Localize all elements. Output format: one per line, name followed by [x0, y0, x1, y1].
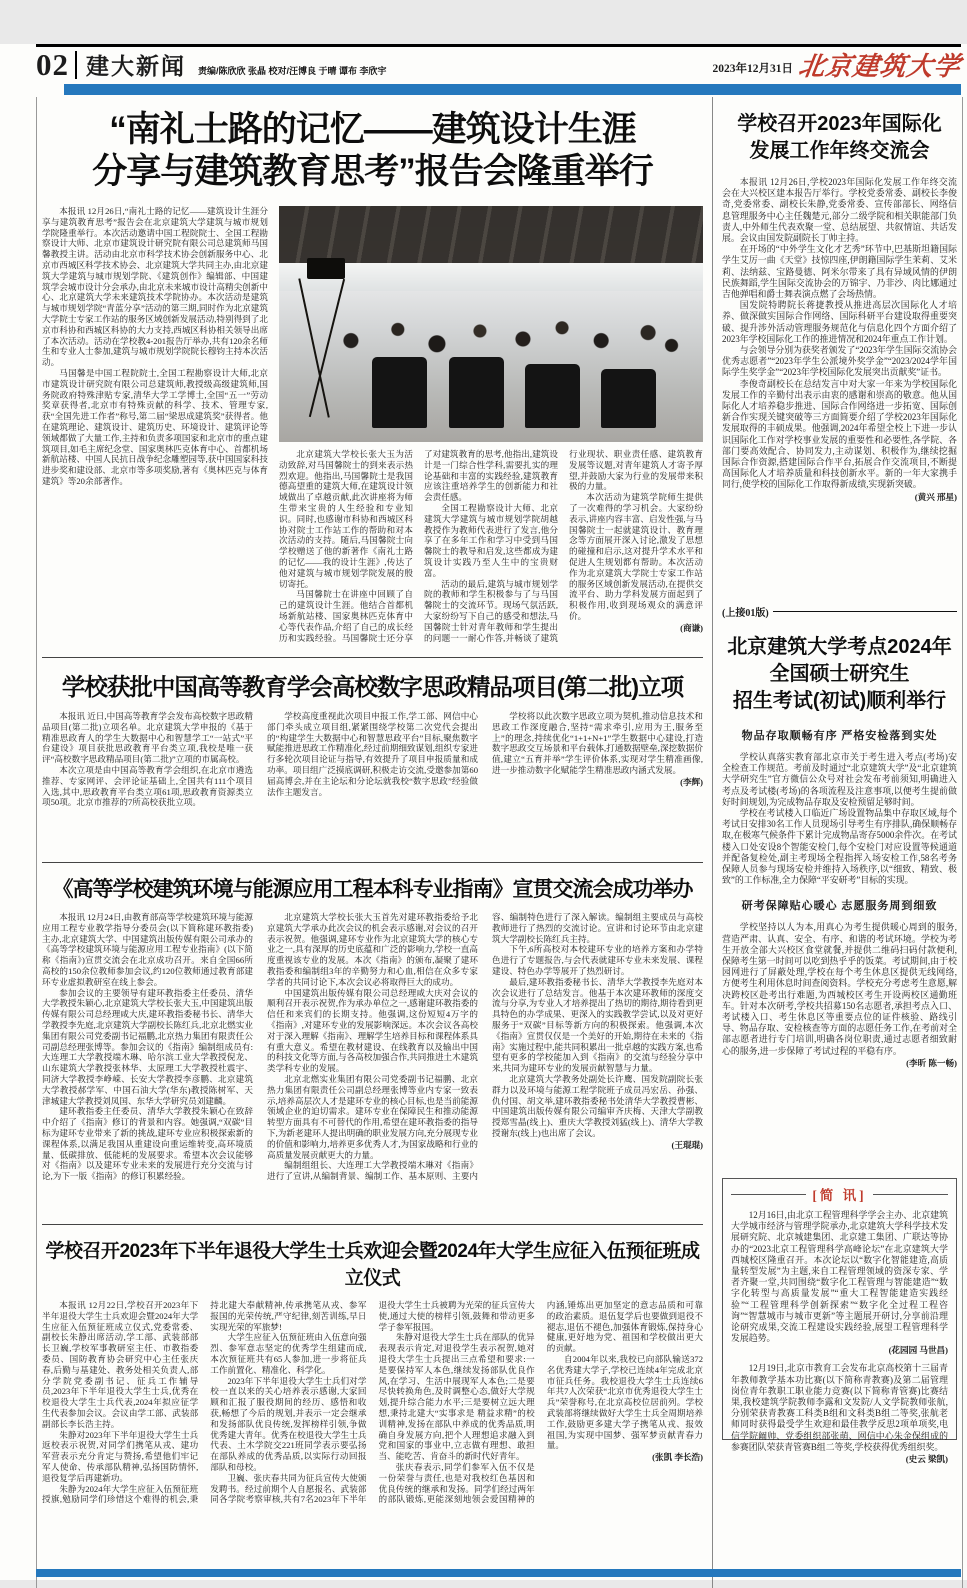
- paragraph: 本报讯 近日,中国高等教育学会发布高校数字思政精品项目(第二批)立项名单。北京建筑大学申报的《基于精准思政育人的学生大数据中心和智慧学工“一站式”平台建设》项目获批思政教育平台类立项,我校是唯一获评“高校数字思政精品项目(第二批)”立项的市属高校。: [42, 711, 253, 765]
- guide-article-columns: [42, 912, 703, 1182]
- paragraph: 朱静对退役大学生士兵在部队的优异表现表示肯定,对退役学生表示祝贺,她对退役大学生士兵提出三点希望和要求:一是要保持军人本色,继续发扬部队优良作风,在学习、生活中展现军人本色;二是要尽快转换角色,及时调整心态,做好大学规划,提升综合能力水平;三是要树立远大理想,秉持北建大“实事求是 精益求精”的校训精神,发扬在部队中养成的优秀品质,明确自身发展方向,把个人理想追求融入到党和国家的事业中,立志做有理想、敢担当、能吃苦、肯奋斗的新时代好青年。: [378, 1332, 535, 1462]
- article-nanlishi-memory: [42, 109, 703, 653]
- paragraph: 本报讯 12月26日,学校2023年国际化发展工作年终交流会在大兴校区建本报告厅举行。学校党委常委、副校长李俊奇,党委常委、副校长朱静,党委常委、宣传部部长、网络信息管理服务中心主任魏楚元,部分二级学院和相关职能部门负责人,中外师生代表欢聚一堂、总结展望、共叙情谊、共话发展。会议由国发院副院长丁帅主持。: [722, 177, 957, 244]
- newspaper-page: [0, 44, 967, 1580]
- photo-chair: [601, 369, 656, 428]
- paragraph: 朱静为2024年大学生应征入伍预征班授旗,勉励同学们珍惜这个难得的机会,秉持北建大奉献精神,传承携笔从戎、参军报国的光荣传统,严守纪律,刻苦训练,早日实现光荣的军旅梦!: [42, 1300, 367, 1505]
- article-veterans-welcome: [42, 1236, 703, 1588]
- paragraph: 与会领导分别为获奖者颁发了“2023年学生国际交流协会优秀志愿者”“2023年学生公派境外奖学金”“2023/2024学年国际学生奖学金”“2023年学校国际化发展突出贡献奖”证书。: [722, 345, 957, 378]
- continued-from-page01-note: (上接01版): [722, 600, 957, 622]
- exam-article-body-1: [722, 752, 957, 886]
- section-separator: [42, 657, 703, 658]
- exam-subhead-1: 物品存取顺畅有序 严格安检落到实处: [741, 730, 938, 742]
- digital-article-columns: [42, 711, 703, 808]
- paragraph: 北京建筑大学校长张大玉为活动致辞,对马国馨院士的到来表示热烈欢迎。他指出,马国馨院士是我国德高望重的建筑大师,在建筑设计领域做出了卓越贡献,此次讲座将为师生带来宝贵的人生经验和专业知识。同时,也感谢市科协和西城区科协对院士工作站工作的帮助和对本次活动的支持。随后,马国馨院士向学校赠送了他的新著作《南礼士路的记忆——我的设计生涯》,传达了他对建筑与城市规划学院发展的殷切寄托。: [279, 449, 413, 589]
- byline: (史云 梁凯): [905, 1454, 948, 1465]
- paragraph: 本报讯 12月26日,“南礼士路的记忆——建筑设计生涯分享与建筑教育思考”报告会在北京建筑大学建筑与城市规划学院隆重举行。本次活动邀请中国工程院院士、全国工程勘察设计大师、北京市建筑设计研究院有限公司总建筑师马国馨教授主讲。活动由北京市科学技术协会创新服务中心、北京市西城区科学技术协会、北京建筑大学共同主办,由北京建筑大学建筑与城市规划学院、《建筑创作》编辑部、中国建筑学会城市设计分会承办,由北京未来城市设计高精尖创新中心、北京建筑大学未来建筑技术学院协办。本次活动是建筑与城市规划学院“青蓝分享”活动的第三期,同时作为北京建筑大学院士专家工作站的服务区域创新发展活动,特别得到了北京市科协和西城区科协的大力支持,西城区科协相关领导出席了本次活动。活动在学校教4-201报告厅举办,共有120余名师生和专业人士参加,建筑与城市规划学院院长穆钧主持本次活动。: [42, 206, 268, 368]
- page-number: 02: [36, 47, 69, 82]
- lead-article-rest-columns: [279, 449, 703, 643]
- paragraph: 卫巍、张庆春共同为征兵宣传大使颁发聘书。经过前期个人自愿报名、武装部同各学院考察审核,共有7名2023年下半年退役大学生士兵被聘为光荣的征兵宣传大使,通过大使的榜样引领,鼓舞和带动更多学子参军报国。: [210, 1300, 535, 1505]
- lead-article-col1: [42, 206, 268, 643]
- exam-headline-line3: 招生考试(初试)顺利举行: [732, 690, 947, 712]
- paragraph: 最后,建环教指委秘书长、清华大学教授李先庭对本次会议进行了总结发言。他基于本次建环教师的深度交流与分享,为专业人才培养提出了热切的期待,期待看到更具特色的办学成果、更深入的实践教学尝试,以及对更好服务于“双碳”目标等新方向的积极探索。他强调,本次《指南》宣贯仅仅是一个美好的开始,期待在未来的《指南》实施过程中,能共同积累出一批卓越的实践方案,也希望有更多的学校能加入到《指南》的交流与经验分享中来,共同为建环专业的发展贡献智慧与力量。: [492, 976, 703, 1074]
- section-separator: [42, 1224, 703, 1225]
- digital-headline: 学校获批中国高等教育学会高校数字思政精品项目(第二批)立项: [61, 674, 684, 700]
- paragraph: 建环教指委主任委员、清华大学教授朱颖心在致辞中介绍了《指南》修订的背景和内容。她强调,“双碳”目标为建环专业带来了新的挑战,建环专业应积极探索新的课程体系,以满足我国从重建设向重运维转变,高环境质量、低碳排放、低能耗的发展要求。希望本次会议能够对《指南》以及建环专业未来的发展进行充分交流与讨论,为下一版《指南》的修订积累经验。: [42, 1106, 253, 1182]
- paragraph: 12月16日,由北京工程管理科学学会主办、北京建筑大学城市经济与管理学院承办,北京建筑大学科学技术发展研究院、北京城建集团、北京建工集团、广联达等协办的“2023北京工程管理科学高峰论坛”在北京建筑大学西城校区隆重召开。本次论坛以“数字化智能建造,高质量转型发展”为主题,来自工程管理领域的资深专家、学者齐聚一堂,共同围绕“数字化工程管理与智能建造”“数字化转型与高质量发展”“重大工程智能建造实践经验”“工程管理科学创新探索”“数字化全过程工程咨询”“智慧城市与城市更新”等主题展开研讨,分享前沿理论研究成果,交流工程建设实践经验,展望工程管理科学发展趋势。: [731, 1210, 948, 1344]
- byline: (商谦): [680, 622, 703, 633]
- lead-article-body: [42, 206, 703, 643]
- footer-blue-bar: [36, 1569, 961, 1577]
- exam-headline: [722, 634, 957, 715]
- intl-headline-line1: 学校召开2023年国际化: [737, 113, 942, 135]
- right-column: [713, 97, 962, 1588]
- byline: (张凯 李长浩): [652, 1452, 703, 1463]
- masthead: [36, 48, 961, 81]
- photo-chair: [525, 364, 580, 428]
- paragraph: 朱静对2023年下半年退役大学生士兵返校表示祝贺,对同学们携笔从戎、建功军营表示充分肯定与赞扬,希望他们牢记军人使命、传承部队精神,弘扬国防情怀,退役复学后再建新功。: [42, 1429, 199, 1483]
- paragraph: 学校高度重视此次项目申报工作,学工部、网信中心部门牵头成立项目组,紧紧围绕学校第二次党代会提出的“构建学生大数据中心和智慧思政平台”目标,聚焦数字赋能推进思政工作精准化,经过前期细致谋划,组织专家进行多轮次项目论证与指导,有效提升了项目申报质量和成功率。项目组广泛摸底调研,积极走访交流,受邀参加第60届高博会,并在主论坛和分论坛就我校“数字思政”经验做法作主题发言。: [267, 711, 478, 797]
- paragraph: 张庆春表示,同学们参军入伍不仅是一份荣誉与责任,也是对我校红色基因和优良传统的继承和发扬。同学们经过两年的部队锻炼,更能深刻地领会爱国精神的内涵,锤炼出更加坚定的意志品质和可靠的政治素质。退伍复学后也要做到退役不褪志,退伍不褪色,加强体育锻炼,保持身心健康,更好地为党、祖国和学校做出更大的贡献。: [378, 1300, 703, 1505]
- briefs-box: [722, 1178, 957, 1465]
- photo-chair: [449, 357, 504, 428]
- briefs-title: [731, 1184, 948, 1204]
- paragraph: 学校认真落实教育部北京市关于考生进入考点(考场)安全检查工作规范。考前及时通过“北京建筑大学”及“北京建筑大学研究生”官方微信公众号对社会发布考前须知,明确进入考点及考试楼(考场)的各项流程及注意事项,以便考生提前做好时间规划,为完成物品存取及安检预留足够时间。: [722, 752, 957, 807]
- paragraph: 下午,6所高校对本校建环专业的培养方案和办学特色进行了专题报告,与会代表就建环专业未来发展、课程建设、特色办学等展开了热烈研讨。: [492, 944, 703, 976]
- article-jianhuan-guide: [42, 873, 703, 1220]
- lead-headline: [42, 109, 703, 193]
- intl-headline: [722, 111, 957, 165]
- paragraph: 本次活动为建筑学院师生提供了一次难得的学习机会。大家纷纷表示,讲座内容丰富、启发性强,与马国馨院士一起就建筑设计、教育理念等方面展开深入讨论,激发了思想的碰撞和启示,这对提升学术水平和促进人生规划都有帮助。本次活动作为北京建筑大学院士专家工作站的服务区域创新发展活动,在提供交流平台、助力学科发展方面起到了积极作用,收到现场观众的满意评价。: [569, 492, 703, 621]
- university-logo: 北京建筑大学: [796, 52, 963, 81]
- brief-item-teaching-awards: [731, 1363, 948, 1465]
- paragraph: 北京北燃实业集团有限公司党委副书记福鹏、北京热力集团有限责任公司副总经理张博等业内专家一致表示,培养高层次人才是建环专业的核心目标,也是当前能源领域企业的迫切需求。建环专业在保障民生和推动能源转型方面具有不可替代的作用,希望在建环教指委的指导下,为新老建环人提出明确的职业发展方向,充分展现专业的价值和影响力,培养更多优秀人才,为国家战略和行业的高质量发展贡献更大的力量。: [267, 1073, 478, 1160]
- byline: (李昕 陈一畅): [906, 1057, 957, 1068]
- byline: (花园园 马世昌): [888, 1345, 948, 1356]
- exam-headline-line2: 全国硕士研究生: [769, 663, 910, 685]
- paragraph: 本次立项是由中国高等教育学会组织,在北京市遴选推荐、专家网评、会评论证基础上,全国共有111个项目入选,其中,思政教育平台类立项61项,思政教育资源类立项50项。北京市推荐的7所高校获批立项。: [42, 764, 253, 808]
- lecture-hall-photo: [279, 206, 703, 442]
- paragraph: 在开场的“中外学生文化才艺秀”环节中,巴基斯坦籍国际学生艾厉一曲《天堂》技惊四座,伊朗籍国际学生茉莉、艾米莉、法纳兹、宝路曼德、阿米尔带来了具有异域风情的伊朗民族舞蹈,学生国际交流协会的万锦宇、乃非沙、肉比娜通过吉他弹唱和爵士舞表演点燃了会场热情。: [722, 244, 957, 300]
- byline: (李辉): [680, 776, 703, 787]
- issue-date: 2023年12月31日: [712, 62, 793, 75]
- exam-headline-line1: 北京建筑大学考点2024年: [727, 636, 952, 658]
- intl-headline-line2: 发展工作年终交流会: [749, 140, 930, 162]
- section-separator: [42, 862, 703, 863]
- paragraph: 自2004年以来,我校已向部队输送372名优秀建大学子,学校已连续4年完成北京市征兵任务。我校退役大学生士兵连续6年共7人次荣获“北京市优秀退役大学生士兵”荣誉称号,在北京高校位居前列。学校武装部将继续做好大学生士兵全周期培养工作,鼓励更多建大学子携笔从戎、报效祖国,为实现中国梦、强军梦贡献青春力量。: [546, 1353, 703, 1451]
- paragraph: 国发院特聘院长蒋捷教授从推进高层次国际化人才培养、做深做实国际合作网络、国际科研平台建设取得重要突破、提升涉外活动管理服务规范化与信息化四个方面介绍了2023年学校国际化工作的推进情况和2024年重点工作计划。: [722, 300, 957, 344]
- paragraph: 北京建筑大学教务处副处长许鹰、国发院副院长张群力以及环境与能源工程学院班子成员冯宏岳、孙强、仇付国、胡文举,建环教指委秘书处清华大学教授曹彬、中国建筑出版传媒有限公司编审齐庆梅、天津大学副教授郑雪晶(线上)、重庆大学教授刘猛(线上)、清华大学教授谢东(线上)也出席了会议。: [492, 1073, 703, 1138]
- lead-headline-line2: 分享与建筑教育思考”报告会隆重举行: [92, 152, 653, 191]
- paragraph: 马国馨是中国工程院院士,全国工程勘察设计大师,北京市建筑设计研究院有限公司总建筑师,教授级高级建筑师,国务院政府特殊津贴专家,清华大学工学博士,全国“五一”劳动奖章获得者,北京市有特殊贡献的科学、技术、管理专家,获“全国先进工作者”称号,第二届“梁思成建筑奖”获得者。他在建筑理论、建筑设计、建筑历史、环境设计、建筑评论等领域都做了大量工作,主持和负责多项国家和北京市的重点建筑项目,如毛主席纪念堂、国家奥林匹克体育中心、首都机场新航站楼、中国人民抗日战争纪念雕塑园等,获中国国家科技进步奖和建设部、北京市等多项奖励,著有《奥林匹克与体育建筑》等20余部著作。: [42, 367, 268, 486]
- paragraph: 全国工程勘察设计大师、北京建筑大学建筑与城市规划学院胡越教授作为教师代表进行了发言,他分享了在多年工作和学习中受到马国馨院士的教导和启发,这些都成为建筑设计实践乃至人生中的宝贵财富。: [424, 502, 558, 578]
- byline: (王琨琨): [671, 1139, 703, 1150]
- exam-article-body-2: [722, 922, 957, 1068]
- brief-item-forum: [731, 1210, 948, 1356]
- section-name: 建大新闻: [86, 53, 186, 79]
- guide-headline: 《高等学校建筑环境与能源应用工程本科专业指南》宣贯交流会成功举办: [52, 878, 693, 901]
- paragraph: 活动的最后,建筑与城市规划学院的教师和学生积极参与了与马国馨院士的交流环节。现场气氛活跃,大家纷纷写下自己的感受和想法,马国馨院士针对青年教师和学生提出的问题一一耐心作答,并畅谈了建筑行业现状、职业责任感、建筑教育发展等议题,对青年建筑人才寄予厚望,并鼓励大家为行业的发展带来积极的力量。: [424, 449, 703, 643]
- paragraph: 北京建筑大学校长张大玉首先对建环教指委给予北京建筑大学承办此次会议的机会表示感谢,对会议的召开表示祝贺。他强调,建环专业作为北京建筑大学的核心专业之一,具有深厚的历史底蕴和广泛的影响力,学校一直高度重视该专业的发展。本次《指南》的颁布,凝聚了建环教指委和编制组3年的辛勤努力和心血,相信在众多专家学者的共同讨论下,本次会议必将取得巨大的成功。: [267, 912, 478, 987]
- left-column: [37, 97, 713, 1588]
- paragraph: 本报讯 12月22日,学校召开2023年下半年退役大学生士兵欢迎会暨2024年大学生应征入伍预征班成立仪式,党委常委、副校长朱静出席活动,学工部、武装部部长卫巍,学校军事教研室主任、市教指委委员、国防教育协会研究中心主任张庆春,后勤与基建处、教务处相关负责人,部分学院党委副书记、征兵工作辅导员,2023年下半年退役大学生士兵,优秀在校退役大学生士兵代表,2024年拟应征学生代表参加会议。会议由学工部、武装部副部长李长浩主持。: [42, 1300, 199, 1429]
- masthead-divider: [75, 51, 77, 79]
- paragraph: 本报讯 12月24日,由教育部高等学校建筑环境与能源应用工程专业教学指导分委员会(以下简称建环教指委)主办,北京建筑大学、中国建筑出版传媒有限公司承办的《高等学校建筑环境与能源应用工程专业指南》(以下简称《指南》)宣贯交流会在北京成功召开。来自全国66所高校的150余位教师参加会议,约120位教师通过教育部建环专业虚拟教研室在线上参会。: [42, 912, 253, 987]
- paragraph: 学校将以此次数字思政立项为契机,推动信息技术和思政工作深度融合,坚持“需求牵引,应用为王,服务至上”的理念,持续优化“1+1+N+1”学生数据中心建设,打造数字思政交互场景和平台载体,打通数据壁垒,深挖数据价值,建立“五育并举”学生评价体系,实现对学生精准画像,进一步推动数字化赋能学生精准思政内涵式发展。: [492, 711, 703, 775]
- paragraph: 大学生应征入伍预征班由入伍意向强烈、参军意志坚定的优秀学生组建而成,本次预征班共有65人参加,进一步将征兵工作前置化、精准化、科学化。: [210, 1332, 367, 1375]
- paragraph: 编制组组长、大连理工大学教授端木琳对《指南》进行了宣讲,从编制背景、编制工作、基本原则、主要内容、编制特色进行了深入解读。编制组主要成员与高校教师进行了热烈的交流讨论。宣讲和讨论环节由北京建筑大学副校长陈红兵主持。: [267, 912, 703, 1182]
- veterans-article-columns: [42, 1300, 703, 1505]
- byline: (黄兴 邢星): [914, 491, 957, 502]
- paragraph: 2023年下半年退役大学生士兵们对学校一直以来的关心培养表示感谢,大家回顾和汇报了服役期间的经历、感悟和收获,畅想了今后的规划,并表示一定会继承和发扬部队优良传统,发挥榜样引领,争做优秀建大青年。优秀在校退役大学生士兵代表、土木学院交221班同学表示要弘扬在部队养成的优秀品质,以实际行动回报部队和母校。: [210, 1375, 367, 1472]
- exam-subhead-2: 研考保障贴心暖心 志愿服务周到细致: [741, 900, 938, 913]
- lead-article-right: [279, 206, 703, 643]
- masthead-blue-bar: [64, 84, 961, 95]
- paragraph: 学校在考试楼入口临近广场设置物品集中存取区域,每个考试日安排30名工作人员现场引导考生有序排队,确保顺畅存取,在极寒气候条件下累计完成物品寄存5000余件次。在考试楼入口处安设8个智能安检门,每个安检门对应设置等候通道并配备复检处,副主考现场全程指挥入场安检工作,58名考务保障人员参与现场安检并维持入场秩序,以“细致、精致、极致”的工作标准,全力保障“平安研考”目标的实现。: [722, 808, 957, 886]
- paragraph: 李俊奇副校长在总结发言中对大家一年来为学校国际化发展工作的辛勤付出表示由衷的感谢和崇高的敬意。他从国际化人才培养稳步推进、国际合作网络进一步拓宽、国际创新合作实现关键突破等三方面简要介绍了学校2023年国际化发展取得的丰硕成果。他强调,2024年希望全校上下进一步认识国际化工作对学校事业发展的重要性和必要性,各学院、各部门要高效配合、协同发力,主动谋划、积极作为,继续挖掘国际合作资源,搭建国际合作平台,拓展合作交流项目,不断提高国际化人才培养质量和科技创新水平。新的一年大家携手同行,使学校的国际化工作取得新成绩,实现新突破。: [722, 378, 957, 490]
- paragraph: 学校坚持以人为本,用真心为考生提供暖心周到的服务,营造严肃、认真、安全、有序、和谐的考试环境。学校为考生开放全部大兴校区食堂就餐,并提供二维码扫码付款便利,保障考生第一时间可以吃到热乎乎的饭菜。考试期间,由于校园网进行了屏蔽处理,学校在每个考生休息区提供无线网络,方便考生利用休息时间查阅资料。学校充分考虑考生意愿,解决跨校区赴考出行难题,为西城校区考生开设两校区通勤班车。针对本次研考,学校共招募150名志愿者,承担考点入口、考试楼入口、考生休息区等重要点位的证件核验、路线引导、物品存取、安检核查等方面的志愿任务工作,在考前对全部志愿者进行专门培训,明确各岗位职责,通过志愿者细致耐心的服务,进一步保障了考试过程的平稳有序。: [722, 922, 957, 1056]
- photo-chair: [372, 357, 427, 428]
- briefs-title-text: [简 讯]: [812, 1188, 867, 1203]
- photo-video-camera: [307, 258, 345, 279]
- article-intl-exchange: [722, 111, 957, 598]
- article-exam-site: [722, 634, 957, 1172]
- lead-headline-line1: “南礼士路的记忆——建筑设计生涯: [109, 110, 636, 149]
- paragraph: 马国馨院士在讲座中回顾了自己的建筑设计生涯。他结合首都机场新航站楼、国家奥林匹克体育中心等代表作品,介绍了自己的成长经历和实践经验。马国馨院士还分享了对建筑教育的思考,他指出,建筑设计是一门综合性学科,需要扎实的理论基础和丰富的实践经验,建筑教育应该注重培养学生的创新能力和社会责任感。: [279, 449, 558, 643]
- page-body: [36, 97, 963, 1588]
- intl-article-body: [722, 177, 957, 503]
- veterans-headline: 学校召开2023年下半年退役大学生士兵欢迎会暨2024年大学生应征入伍预征班成立仪式: [45, 1241, 700, 1289]
- article-digital-sizheng: [42, 668, 703, 858]
- paragraph: 参加会议的主要领导有建环教指委主任委员、清华大学教授朱颖心,北京建筑大学校长张大玉,中国建筑出版传媒有限公司总经理咸大庆,建环教指委秘书长、清华大学教授李先庭,北京建筑大学副校长陈红兵,北京北燃实业集团有限公司党委副书记福鹏,北京热力集团有限责任公司副总经理张博等。参加会议的《指南》编制组成员有:大连理工大学教授端木琳、哈尔滨工业大学教授倪龙、山东建筑大学教授张林华、太原理工大学教授杜震宇、同济大学教授李峥嵘、长安大学教授李彦鹏、北京建筑大学教授郝学军、中国石油大学(华东)教授陈树军、天津城建大学教授刘凤国、东华大学研究员刘建麟。: [42, 987, 253, 1106]
- paragraph: 中国建筑出版传媒有限公司总经理咸大庆对会议的顺利召开表示祝贺,作为承办单位之一,感谢建环教指委的信任和来宾们的长期支持。他强调,这份短短4万字的《指南》,对建环专业的发展影响深远。本次会议各高校对于深入理解《指南》、理解学生培养目标和课程体系具有重大意义。希望在教材建设、在线教育以及输出中国的科技文化等方面,与各高校加强合作,共同推进土木建筑类学科专业的发展。: [267, 987, 478, 1074]
- editor-credits: 责编/陈欣欣 张晶 校对/汪博良 于晴 谭布 李欣宇: [198, 66, 387, 76]
- paragraph: 12月19日,北京市教育工会发布北京高校第十三届青年教师教学基本功比赛(以下简称青教赛)及第二届管理岗位青年教职工职业能力竞赛(以下简称青管赛)比赛结果,我校建筑学院教师李露和文发院/人文学院教师张航,分别荣获青教赛工科类B组和文科类B组二等奖,张航老师同时获得最受学生欢迎和最佳教学反思2项单项奖,电信学院阚帅、党委组织部张萌、网信中心朱金保组成的参赛团队荣获青管赛B组二等奖,学校获得优秀组织奖。: [731, 1363, 948, 1452]
